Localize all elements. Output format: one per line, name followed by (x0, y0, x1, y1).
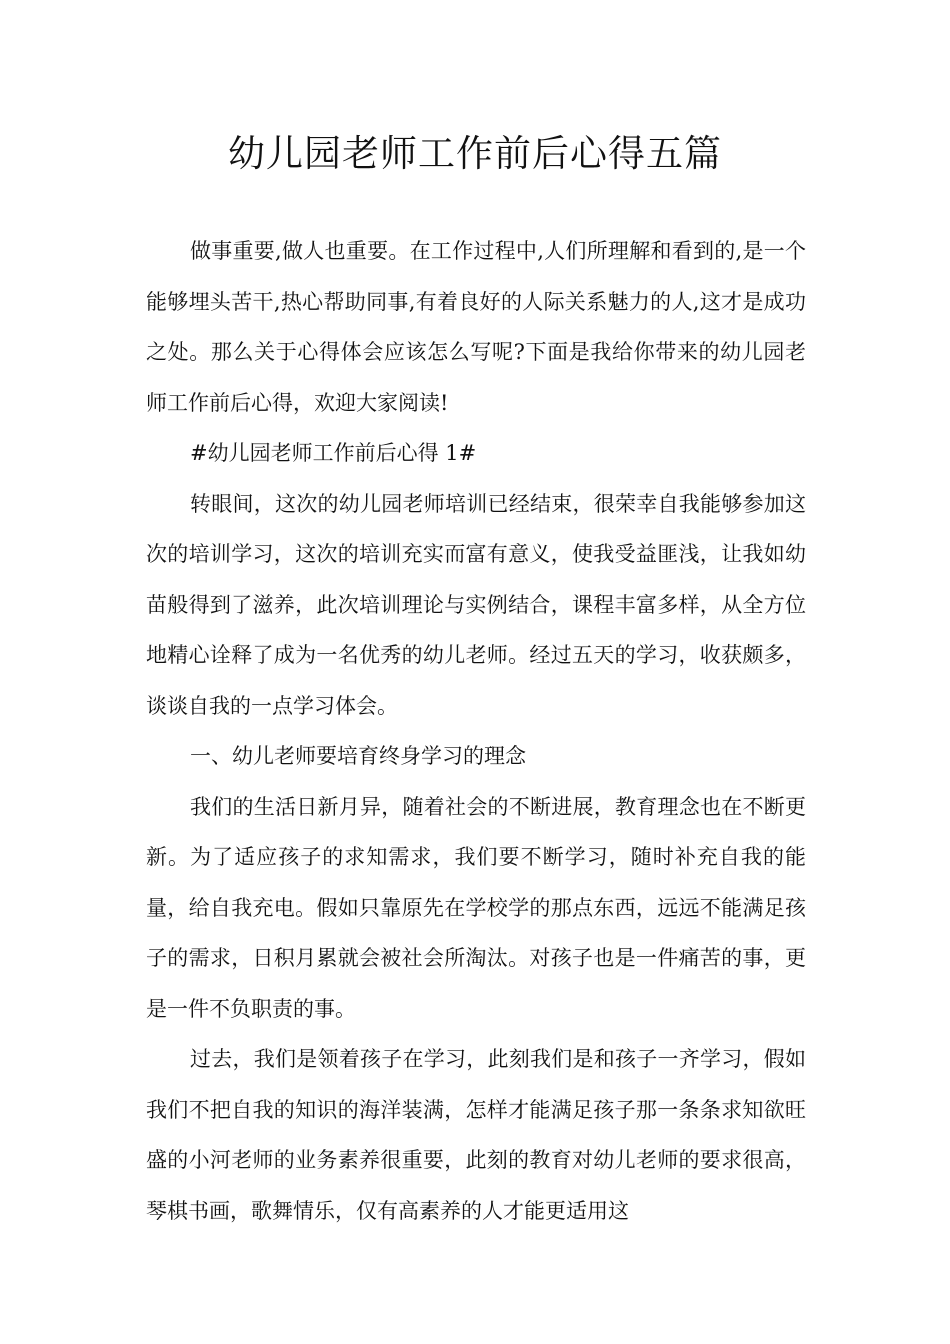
subsection-heading: 一、幼儿老师要培育终身学习的理念 (190, 744, 526, 768)
body-paragraph: 过去，我们是领着孩子在学习，此刻我们是和孩子一齐学习，假如我们不把自我的知识的海洋装满，怎样才能满足孩子那一条条求知欲旺盛的小河老师的业务素养很重要，此刻的教育对幼儿老师的要求很高，琴棋书画，歌舞情乐，仅有高素养的人才能更适用这 (146, 1047, 806, 1223)
document-body (146, 226, 806, 1236)
intro-paragraph: 做事重要,做人也重要。在工作过程中,人们所理解和看到的,是一个能够埋头苦干,热心帮助同事,有着良好的人际关系魅力的人,这才是成功之处。那么关于心得体会应该怎么写呢?下面是我给你带来的幼儿园老师工作前后心得，欢迎大家阅读! (146, 239, 806, 415)
section-heading: #幼儿园老师工作前后心得 1# (190, 441, 477, 465)
document-title: 幼儿园老师工作前后心得五篇 (228, 132, 722, 175)
body-paragraph: 我们的生活日新月异，随着社会的不断进展，教育理念也在不断更新。为了适应孩子的求知需求，我们要不断学习，随时补充自我的能量，给自我充电。假如只靠原先在学校学的那点东西，远远不能满足孩子的需求，日积月累就会被社会所淘汰。对孩子也是一件痛苦的事，更是一件不负职责的事。 (146, 794, 806, 1021)
body-paragraph: 转眼间，这次的幼儿园老师培训已经结束，很荣幸自我能够参加这次的培训学习，这次的培训充实而富有意义，使我受益匪浅，让我如幼苗般得到了滋养，此次培训理论与实例结合，课程丰富多样，从全方位地精心诠释了成为一名优秀的幼儿老师。经过五天的学习，收获颇多，谈谈自我的一点学习体会。 (146, 491, 806, 718)
